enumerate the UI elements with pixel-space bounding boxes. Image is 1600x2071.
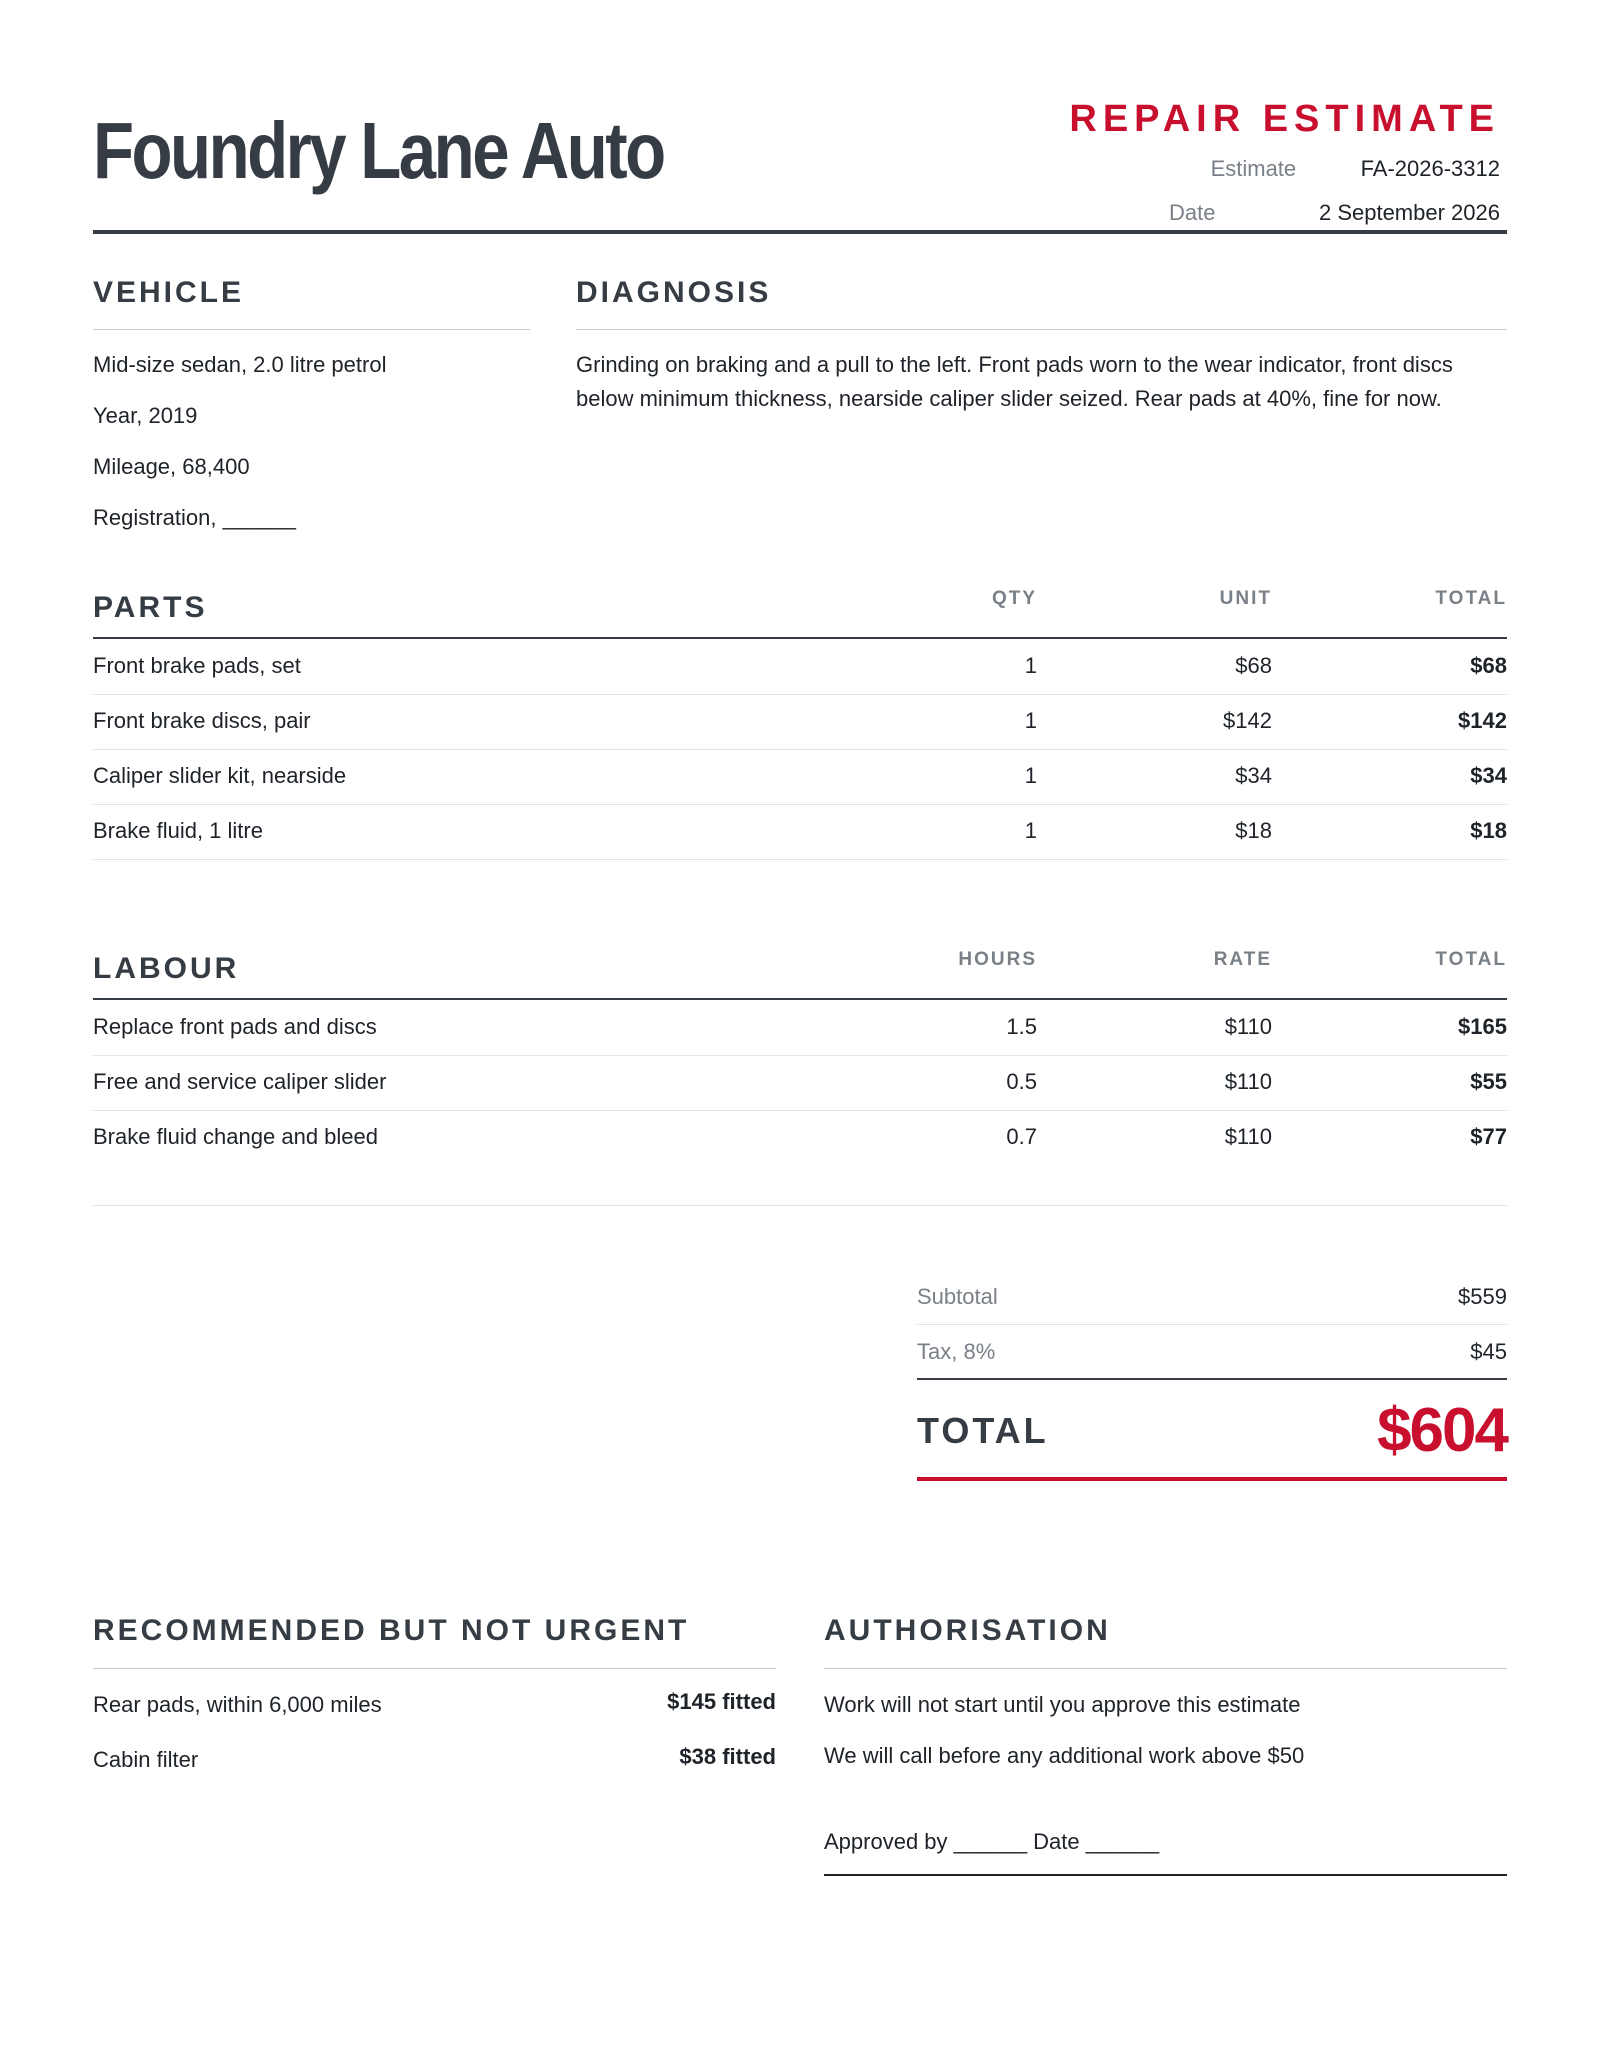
diagnosis-heading: DIAGNOSIS	[576, 276, 772, 309]
vehicle-registration: Registration, ______	[93, 505, 297, 530]
part-total: $142	[1458, 708, 1507, 733]
vehicle-heading: VEHICLE	[93, 276, 245, 309]
part-unit-price: $142	[1223, 708, 1272, 733]
authorisation-line-2: We will call before any additional work above $50	[824, 1743, 1305, 1768]
estimate-date-row	[1169, 198, 1500, 228]
labour-description: Free and service caliper slider	[93, 1069, 387, 1094]
part-description: Caliper slider kit, nearside	[93, 763, 347, 788]
labour-hours: 0.7	[1006, 1124, 1037, 1149]
company-name: Foundry Lane Auto	[93, 106, 664, 195]
estimate-number-row	[1211, 154, 1500, 184]
subtotal-label: Subtotal	[917, 1284, 998, 1309]
recommended-item: Rear pads, within 6,000 miles	[93, 1692, 382, 1717]
part-unit-price: $18	[1235, 818, 1272, 843]
labour-end-rule	[93, 1205, 1507, 1206]
parts-col-unit: UNIT	[1219, 588, 1272, 609]
recommended-item-price: $38 fitted	[679, 1744, 776, 1769]
signature-rule	[824, 1874, 1507, 1876]
subtotal-row	[917, 1270, 1507, 1325]
part-description: Front brake pads, set	[93, 653, 301, 678]
authorisation-rule	[824, 1668, 1507, 1669]
labour-description: Brake fluid change and bleed	[93, 1124, 378, 1149]
labour-rate: $110	[1224, 1014, 1272, 1039]
header-rule	[93, 230, 1507, 234]
grand-total-label: TOTAL	[917, 1410, 1049, 1451]
labour-description: Replace front pads and discs	[93, 1014, 377, 1039]
part-total: $34	[1470, 763, 1507, 788]
tax-row	[917, 1325, 1507, 1380]
estimate-date: 2 September 2026	[1318, 200, 1500, 225]
tax-value: $45	[1470, 1339, 1507, 1364]
recommended-rule	[93, 1668, 776, 1669]
part-qty: 1	[1024, 653, 1037, 678]
grand-total-rule	[917, 1477, 1507, 1481]
grand-total-value: $604	[1377, 1396, 1507, 1465]
part-total: $18	[1470, 818, 1507, 843]
parts-header-rule	[93, 637, 1507, 639]
tax-label: Tax, 8%	[917, 1339, 996, 1364]
labour-rate: $110	[1224, 1069, 1272, 1094]
parts-col-qty: QTY	[991, 588, 1037, 609]
parts-row	[93, 750, 1507, 805]
vehicle-year: Year, 2019	[93, 403, 198, 428]
parts-row	[93, 640, 1507, 695]
recommended-item: Cabin filter	[93, 1747, 199, 1772]
recommended-heading: RECOMMENDED BUT NOT URGENT	[93, 1614, 690, 1647]
part-qty: 1	[1024, 763, 1037, 788]
part-description: Brake fluid, 1 litre	[93, 818, 263, 843]
approval-signature-line[interactable]: Approved by ______ Date ______	[824, 1829, 1160, 1854]
estimate-label: Estimate	[1210, 156, 1297, 181]
vehicle-rule	[93, 329, 530, 330]
vehicle-mileage: Mileage, 68,400	[93, 454, 250, 479]
labour-total: $165	[1458, 1014, 1507, 1039]
labour-col-rate: RATE	[1213, 949, 1272, 970]
labour-row	[93, 1056, 1507, 1111]
parts-col-total: TOTAL	[1435, 588, 1507, 609]
labour-rate: $110	[1224, 1124, 1272, 1149]
parts-row	[93, 805, 1507, 860]
part-qty: 1	[1024, 818, 1037, 843]
date-label: Date	[1168, 200, 1216, 225]
labour-row	[93, 1111, 1507, 1166]
diagnosis-line-2: below minimum thickness, nearside caliper slider seized. Rear pads at 40%, fine for now.	[576, 386, 1442, 411]
recommended-item-price: $145 fitted	[667, 1689, 776, 1714]
document-type: REPAIR ESTIMATE	[1069, 98, 1500, 140]
labour-hours: 0.5	[1006, 1069, 1037, 1094]
part-qty: 1	[1024, 708, 1037, 733]
labour-total: $77	[1470, 1124, 1507, 1149]
part-total: $68	[1470, 653, 1507, 678]
estimate-number: FA-2026-3312	[1360, 156, 1500, 181]
labour-total: $55	[1470, 1069, 1507, 1094]
authorisation-heading: AUTHORISATION	[824, 1614, 1111, 1647]
diagnosis-line-1: Grinding on braking and a pull to the left. Front pads worn to the wear indicator, front discs	[576, 352, 1453, 377]
labour-row	[93, 1001, 1507, 1056]
part-description: Front brake discs, pair	[93, 708, 311, 733]
labour-heading: LABOUR	[93, 952, 240, 985]
part-unit-price: $68	[1235, 653, 1272, 678]
labour-header-rule	[93, 998, 1507, 1000]
vehicle-description: Mid-size sedan, 2.0 litre petrol	[93, 352, 387, 377]
parts-row	[93, 695, 1507, 750]
labour-col-total: TOTAL	[1435, 949, 1507, 970]
labour-col-hours: HOURS	[958, 949, 1037, 970]
diagnosis-rule	[576, 329, 1507, 330]
subtotal-value: $559	[1458, 1284, 1507, 1309]
labour-hours: 1.5	[1006, 1014, 1037, 1039]
authorisation-line-1: Work will not start until you approve this estimate	[824, 1692, 1301, 1717]
parts-heading: PARTS	[93, 591, 208, 624]
part-unit-price: $34	[1235, 763, 1272, 788]
